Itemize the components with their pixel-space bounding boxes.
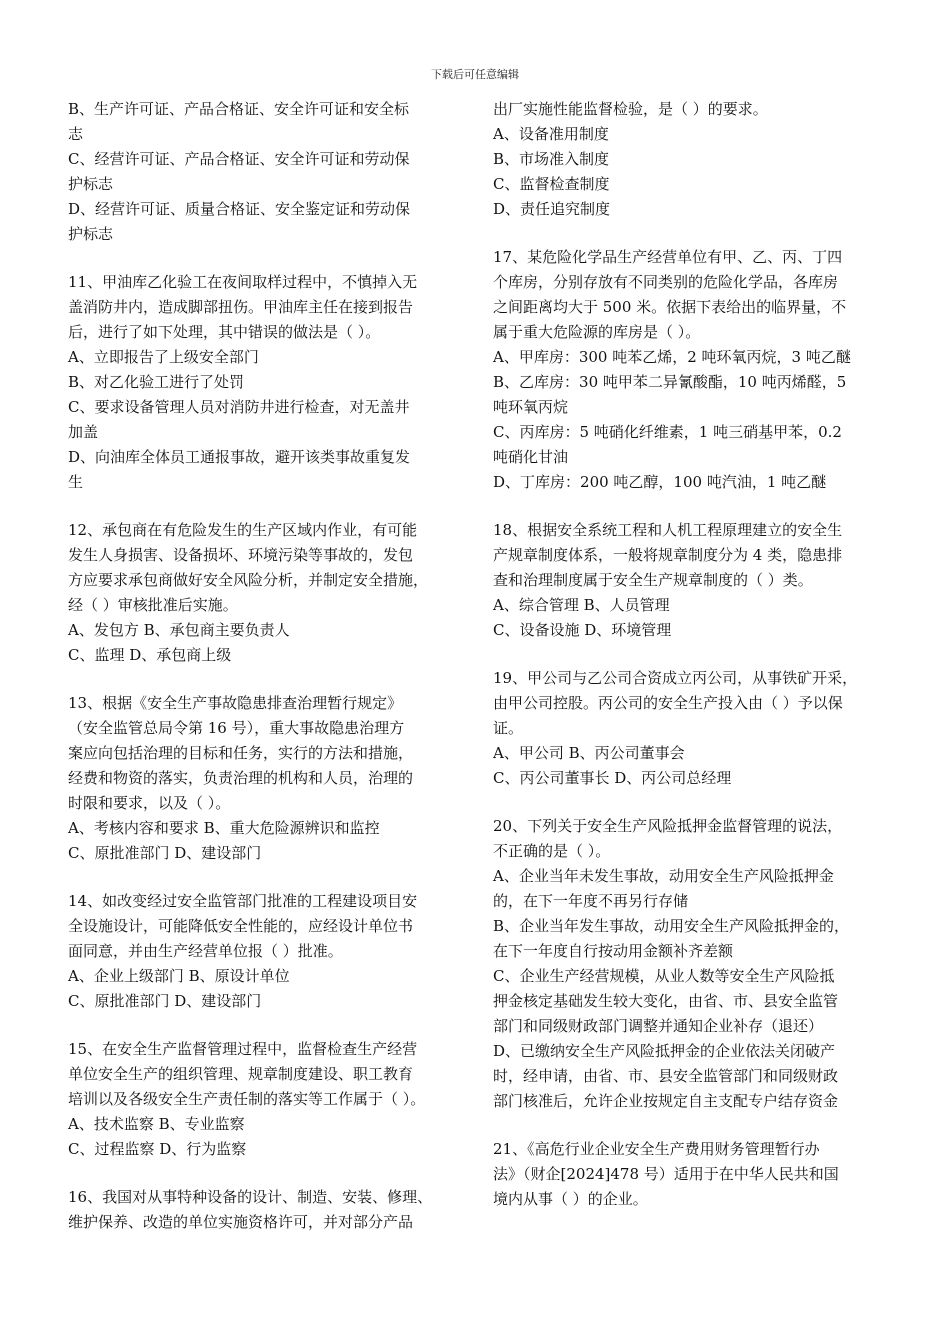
question-text-line: 境内从事（ ）的企业。 xyxy=(493,1190,648,1208)
question-text-line: 15、在安全生产监督管理过程中，监督检查生产经营 xyxy=(68,1040,418,1058)
question-block-q14 xyxy=(68,889,463,1014)
question-text-line: 时，经申请，由省、市、县安全监管部门和同级财政 xyxy=(493,1067,839,1085)
question-text-line: 部门和同级财政部门调整并通知企业补存（退还） xyxy=(493,1017,824,1035)
question-text-line: （安全监管总局令第 16 号），重大事故隐患治理方 xyxy=(68,719,405,737)
question-text-line: C、监督检查制度 xyxy=(493,175,610,193)
question-text-line: 维护保养、改造的单位实施资格许可，并对部分产品 xyxy=(68,1213,414,1231)
question-text-line: 志 xyxy=(68,125,84,143)
question-text-line: 盖消防井内，造成脚部扭伤。甲油库主任在接到报告 xyxy=(68,298,414,316)
question-text-line: 之间距离均大于 500 米。依据下表给出的临界量，不 xyxy=(493,298,847,316)
question-text-line: B、市场准入制度 xyxy=(493,150,610,168)
question-text-line: 11、甲油库乙化验工在夜间取样过程中，不慎掉入无 xyxy=(68,273,418,291)
question-text-line: B、对乙化验工进行了处罚 xyxy=(68,373,245,391)
question-text-line: 20、下列关于安全生产风险抵押金监督管理的说法， xyxy=(493,817,843,835)
question-text-line: D、责任追究制度 xyxy=(493,200,611,218)
left-column xyxy=(68,97,463,1258)
question-block-q16-tail xyxy=(493,97,888,222)
question-text-line: A、企业上级部门 B、原设计单位 xyxy=(68,967,290,985)
page-header: 下载后可任意编辑 xyxy=(431,68,519,81)
question-text-line: 吨环氧丙烷 xyxy=(493,398,569,416)
question-text-line: 全设施设计，可能降低安全性能的，应经设计单位书 xyxy=(68,917,414,935)
question-text-line: B、乙库房：30 吨甲苯二异氰酸酯，10 吨丙烯醛，5 xyxy=(493,373,847,391)
question-text-line: A、甲公司 B、丙公司董事会 xyxy=(493,744,685,762)
question-text-line: 案应向包括治理的目标和任务，实行的方法和措施， xyxy=(68,744,414,762)
question-text-line: 17、某危险化学品生产经营单位有甲、乙、丙、丁四 xyxy=(493,248,843,266)
question-text-line: 19、甲公司与乙公司合资成立丙公司，从事铁矿开采， xyxy=(493,669,858,687)
question-text-line: 面同意，并由生产经营单位报（ ）批准。 xyxy=(68,942,343,960)
question-text-line: C、企业生产经营规模，从业人数等安全生产风险抵 xyxy=(493,967,835,985)
question-text-line: 由甲公司控股。丙公司的安全生产投入由（ ）予以保 xyxy=(493,694,843,712)
question-text-line: 押金核定基础发生较大变化，由省、市、县安全监管 xyxy=(493,992,839,1010)
question-text-line: 时限和要求，以及（ ）。 xyxy=(68,794,231,812)
question-text-line: 经（ ）审核批准后实施。 xyxy=(68,596,238,614)
question-text-line: A、考核内容和要求 B、重大危险源辨识和监控 xyxy=(68,819,380,837)
question-text-line: 18、根据安全系统工程和人机工程原理建立的安全生 xyxy=(493,521,843,539)
question-text-line: D、已缴纳安全生产风险抵押金的企业依法关闭破产 xyxy=(493,1042,836,1060)
question-text-line: D、丁库房：200 吨乙醇，100 吨汽油，1 吨乙醚 xyxy=(493,473,827,491)
question-text-line: 在下一年度自行按动用金额补齐差额 xyxy=(493,942,734,960)
question-text-line: B、生产许可证、产品合格证、安全许可证和安全标 xyxy=(68,100,410,118)
question-block-q20 xyxy=(493,814,888,1114)
question-text-line: A、技术监察 B、专业监察 xyxy=(68,1115,245,1133)
question-text-line: 查和治理制度属于安全生产规章制度的（ ）类。 xyxy=(493,571,813,589)
question-block-q21 xyxy=(493,1137,888,1212)
right-column xyxy=(493,97,888,1235)
question-text-line: A、立即报告了上级安全部门 xyxy=(68,348,259,366)
question-block-q11 xyxy=(68,270,463,495)
question-text-line: 个库房，分别存放有不同类别的危险化学品，各库房 xyxy=(493,273,839,291)
question-text-line: C、经营许可证、产品合格证、安全许可证和劳动保 xyxy=(68,150,410,168)
question-text-line: 生 xyxy=(68,473,84,491)
question-text-line: 16、我国对从事特种设备的设计、制造、安装、修理、 xyxy=(68,1188,433,1206)
question-text-line: A、甲库房：300 吨苯乙烯，2 吨环氧丙烷，3 吨乙醚 xyxy=(493,348,851,366)
question-text-line: C、原批准部门 D、建设部门 xyxy=(68,992,262,1010)
question-text-line: 13、根据《安全生产事故隐患排查治理暂行规定》 xyxy=(68,694,403,712)
question-text-line: C、过程监察 D、行为监察 xyxy=(68,1140,247,1158)
question-text-line: 的，在下一年度不再另行存储 xyxy=(493,892,689,910)
question-text-line: 单位安全生产的组织管理、规章制度建设、职工教育 xyxy=(68,1065,414,1083)
question-block-q12 xyxy=(68,518,463,668)
question-text-line: A、设备准用制度 xyxy=(493,125,609,143)
question-text-line: 出厂实施性能监督检验，是（ ）的要求。 xyxy=(493,100,768,118)
question-text-line: D、向油库全体员工通报事故，避开该类事故重复发 xyxy=(68,448,411,466)
question-text-line: 吨硝化甘油 xyxy=(493,448,569,466)
question-block-q19 xyxy=(493,666,888,791)
question-text-line: 护标志 xyxy=(68,175,114,193)
question-text-line: 12、承包商在有危险发生的生产区域内作业，有可能 xyxy=(68,521,418,539)
question-text-line: 护标志 xyxy=(68,225,114,243)
question-text-line: A、企业当年未发生事故，动用安全生产风险抵押金 xyxy=(493,867,834,885)
question-block-q18 xyxy=(493,518,888,643)
question-text-line: C、原批准部门 D、建设部门 xyxy=(68,844,262,862)
question-text-line: 加盖 xyxy=(68,423,99,441)
question-text-line: 发生人身损害、设备损坏、环境污染等事故的，发包 xyxy=(68,546,414,564)
question-text-line: A、综合管理 B、人员管理 xyxy=(493,596,670,614)
question-text-line: 产规章制度体系，一般将规章制度分为 4 类，隐患排 xyxy=(493,546,843,564)
question-text-line: 经费和物资的落实，负责治理的机构和人员，治理的 xyxy=(68,769,414,787)
question-text-line: 后，进行了如下处理，其中错误的做法是（ ）。 xyxy=(68,323,381,341)
question-text-line: B、企业当年发生事故，动用安全生产风险抵押金的， xyxy=(493,917,850,935)
question-block-q13 xyxy=(68,691,463,866)
question-text-line: 证。 xyxy=(493,719,524,737)
question-block-q16-head xyxy=(68,1185,463,1235)
question-text-line: 21、《高危行业企业安全生产费用财务管理暂行办 xyxy=(493,1140,820,1158)
question-text-line: C、丙库房：5 吨硝化纤维素，1 吨三硝基甲苯，0.2 xyxy=(493,423,842,441)
question-text-line: 培训以及各级安全生产责任制的落实等工作属于（ ）。 xyxy=(68,1090,426,1108)
question-block-q10-tail xyxy=(68,97,463,247)
question-block-q17 xyxy=(493,245,888,495)
question-text-line: A、发包方 B、承包商主要负责人 xyxy=(68,621,290,639)
question-text-line: 14、如改变经过安全监管部门批准的工程建设项目安 xyxy=(68,892,418,910)
question-text-line: C、丙公司董事长 D、丙公司总经理 xyxy=(493,769,732,787)
question-text-line: C、监理 D、承包商上级 xyxy=(68,646,232,664)
question-text-line: 属于重大危险源的库房是（ ）。 xyxy=(493,323,701,341)
question-text-line: C、设备设施 D、环境管理 xyxy=(493,621,672,639)
question-text-line: C、要求设备管理人员对消防井进行检查，对无盖井 xyxy=(68,398,410,416)
question-block-q15 xyxy=(68,1037,463,1162)
question-text-line: 部门核准后，允许企业按规定自主支配专户结存资金 xyxy=(493,1092,839,1110)
question-text-line: 方应要求承包商做好安全风险分析，并制定安全措施， xyxy=(68,571,429,589)
question-text-line: 法》（财企[2024]478 号）适用于在中华人民共和国 xyxy=(493,1165,839,1183)
question-text-line: 不正确的是（ ）。 xyxy=(493,842,611,860)
question-text-line: D、经营许可证、质量合格证、安全鉴定证和劳动保 xyxy=(68,200,411,218)
